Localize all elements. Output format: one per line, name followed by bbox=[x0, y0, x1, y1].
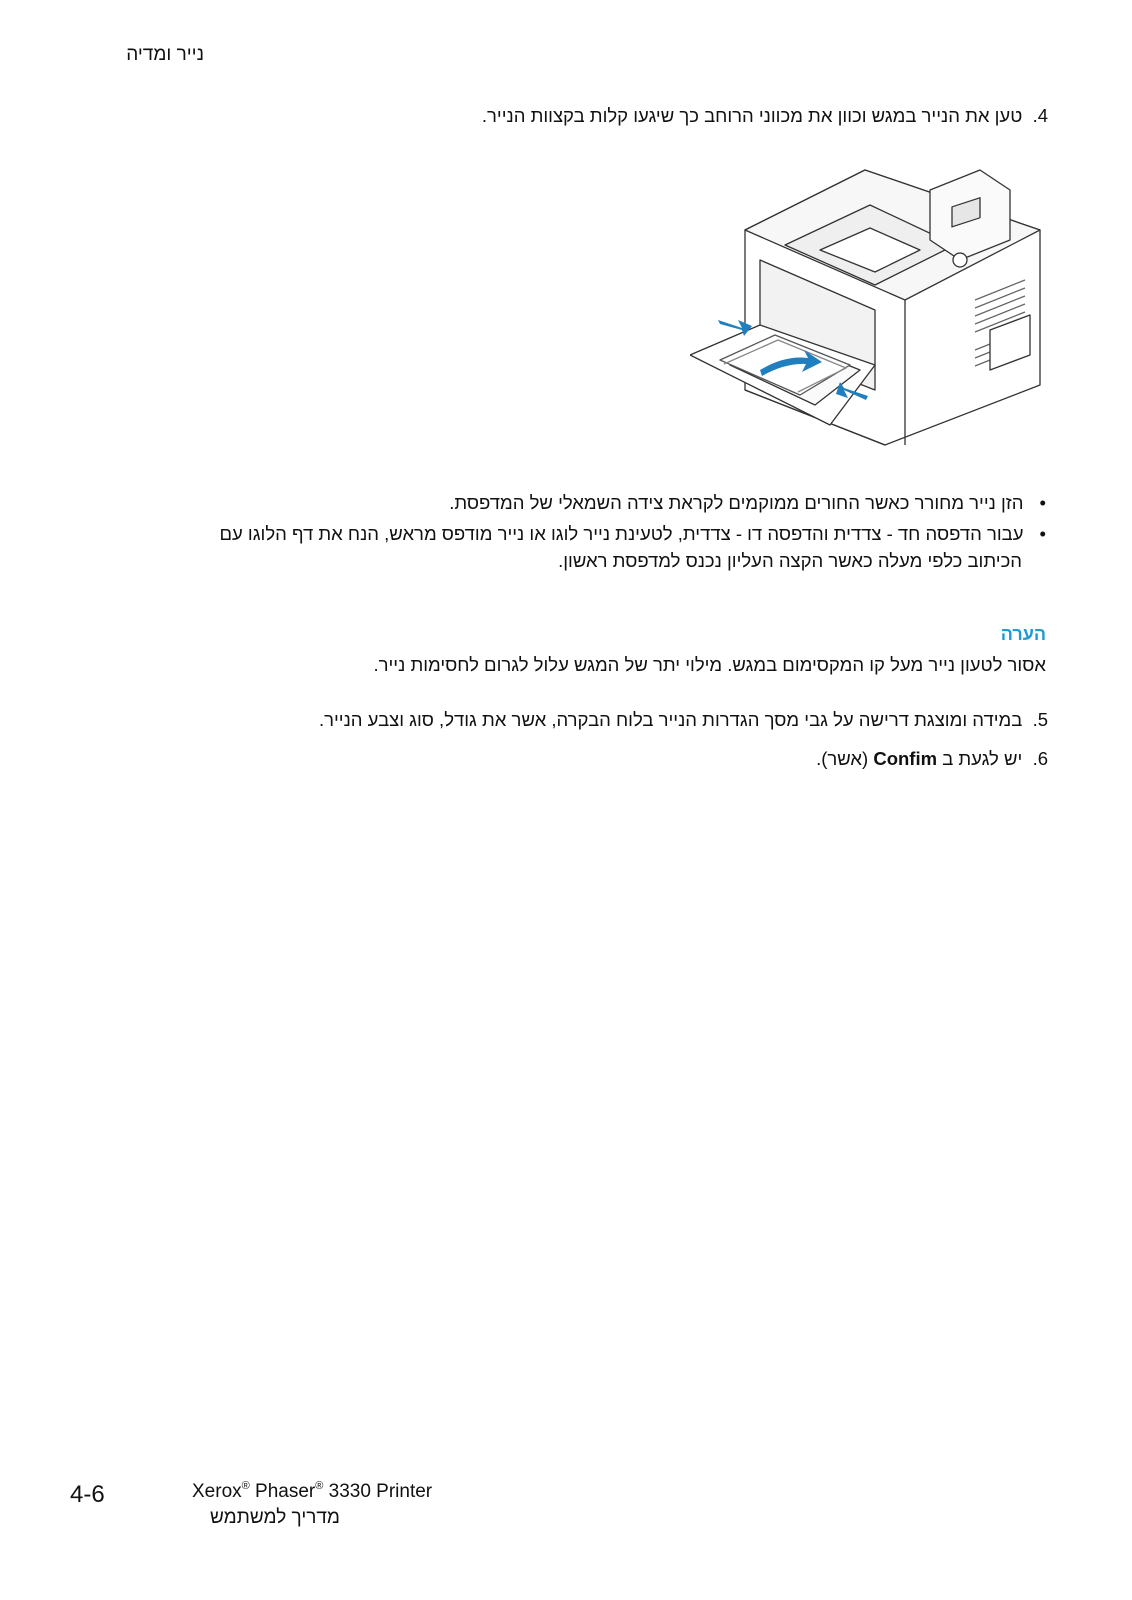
guide-title: מדריך למשתמש bbox=[209, 1507, 340, 1528]
product-name bbox=[192, 1480, 432, 1503]
registered-mark: ® bbox=[315, 1480, 324, 1492]
step-text-prefix: יש לגעת ב bbox=[942, 748, 1023, 769]
bullet-text-continued: הכיתוב כלפי מעלה כאשר הקצה העליון נכנס למדפסת ראשון. bbox=[558, 550, 1022, 571]
step-text: טען את הנייר במגש וכוון את מכווני הרוחב כך שיגעו קלות בקצוות הנייר. bbox=[481, 105, 1023, 126]
bullet-icon: • bbox=[1039, 523, 1046, 544]
step-number: 5. bbox=[1032, 709, 1048, 730]
page-number: 4-6 bbox=[70, 1481, 105, 1508]
step-number: 6. bbox=[1032, 748, 1048, 769]
step-4 bbox=[482, 105, 1048, 127]
step-number: 4. bbox=[1032, 105, 1048, 126]
note-heading: הערה bbox=[1000, 624, 1046, 644]
step-text: במידה ומוצגת דרישה על גבי מסך הגדרות הנייר בלוח הבקרה, אשר את גודל, סוג וצבע הנייר. bbox=[318, 709, 1023, 730]
registered-mark: ® bbox=[241, 1480, 250, 1492]
bullet-item bbox=[449, 492, 1046, 514]
brand-name: Xerox bbox=[192, 1481, 242, 1502]
section-title: נייר ומדיה bbox=[126, 44, 204, 65]
bullet-text: הזן נייר מחורר כאשר החורים ממוקמים לקראת צידה השמאלי של המדפסת. bbox=[449, 492, 1024, 513]
step-6 bbox=[816, 748, 1048, 770]
note-text: אסור לטעון נייר מעל קו המקסימום במגש. מילוי יתר של המגש עלול לגרום לחסימות נייר. bbox=[373, 654, 1046, 675]
bullet-icon: • bbox=[1039, 492, 1046, 513]
model-name: 3330 Printer bbox=[328, 1481, 433, 1502]
printer-loading-bypass-tray-illustration bbox=[690, 150, 1070, 460]
step-5 bbox=[319, 709, 1048, 731]
confirm-label: Confim bbox=[873, 748, 938, 769]
bullet-text: עבור הדפסה חד - צדדית והדפסה דו - צדדית, לטעינת נייר לוגו או נייר מודפס מראש, הנח את דף הלוגו עם bbox=[219, 523, 1024, 544]
step-text-suffix: (אשר). bbox=[816, 748, 874, 769]
bullet-item bbox=[86, 523, 1046, 572]
product-line: Phaser bbox=[255, 1481, 316, 1502]
